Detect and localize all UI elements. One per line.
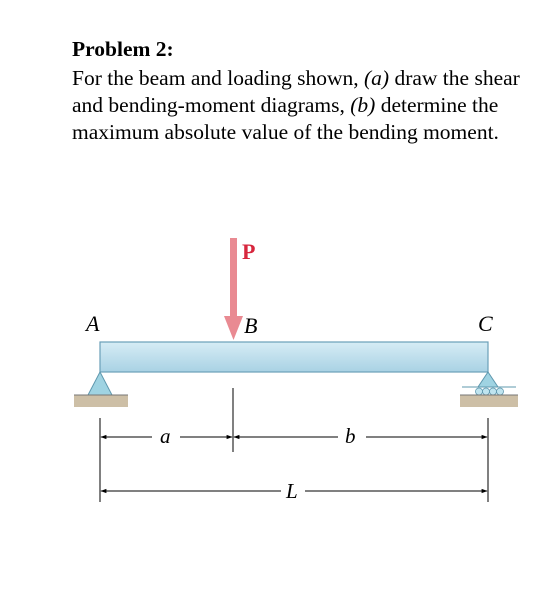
dim-L-label: L (286, 479, 298, 503)
dim-a-label: a (160, 424, 171, 448)
point-a-label: A (86, 311, 100, 336)
part-b-tag: (b) (350, 93, 376, 117)
problem-text-part-a: draw the shear and bending-moment diagrams, (72, 66, 520, 117)
ground-c (460, 395, 518, 407)
ground-a (74, 395, 128, 407)
beam (100, 342, 488, 372)
roller-wheels-c (476, 388, 504, 395)
point-b-label: B (244, 313, 258, 338)
problem-heading: Problem 2: (72, 37, 174, 61)
pin-support-a (88, 372, 112, 395)
load-label: P (242, 239, 256, 264)
problem-text-intro: For the beam and loading shown, (72, 66, 364, 90)
point-c-label: C (478, 311, 493, 336)
load-arrow-head (224, 316, 243, 340)
part-a-tag: (a) (364, 66, 390, 90)
roller-support-c (478, 372, 498, 387)
dim-b-label: b (345, 424, 356, 448)
load-arrow-shaft (230, 238, 237, 318)
problem-text-part-b: determine the maximum absolute value of the bending moment. (72, 93, 499, 144)
